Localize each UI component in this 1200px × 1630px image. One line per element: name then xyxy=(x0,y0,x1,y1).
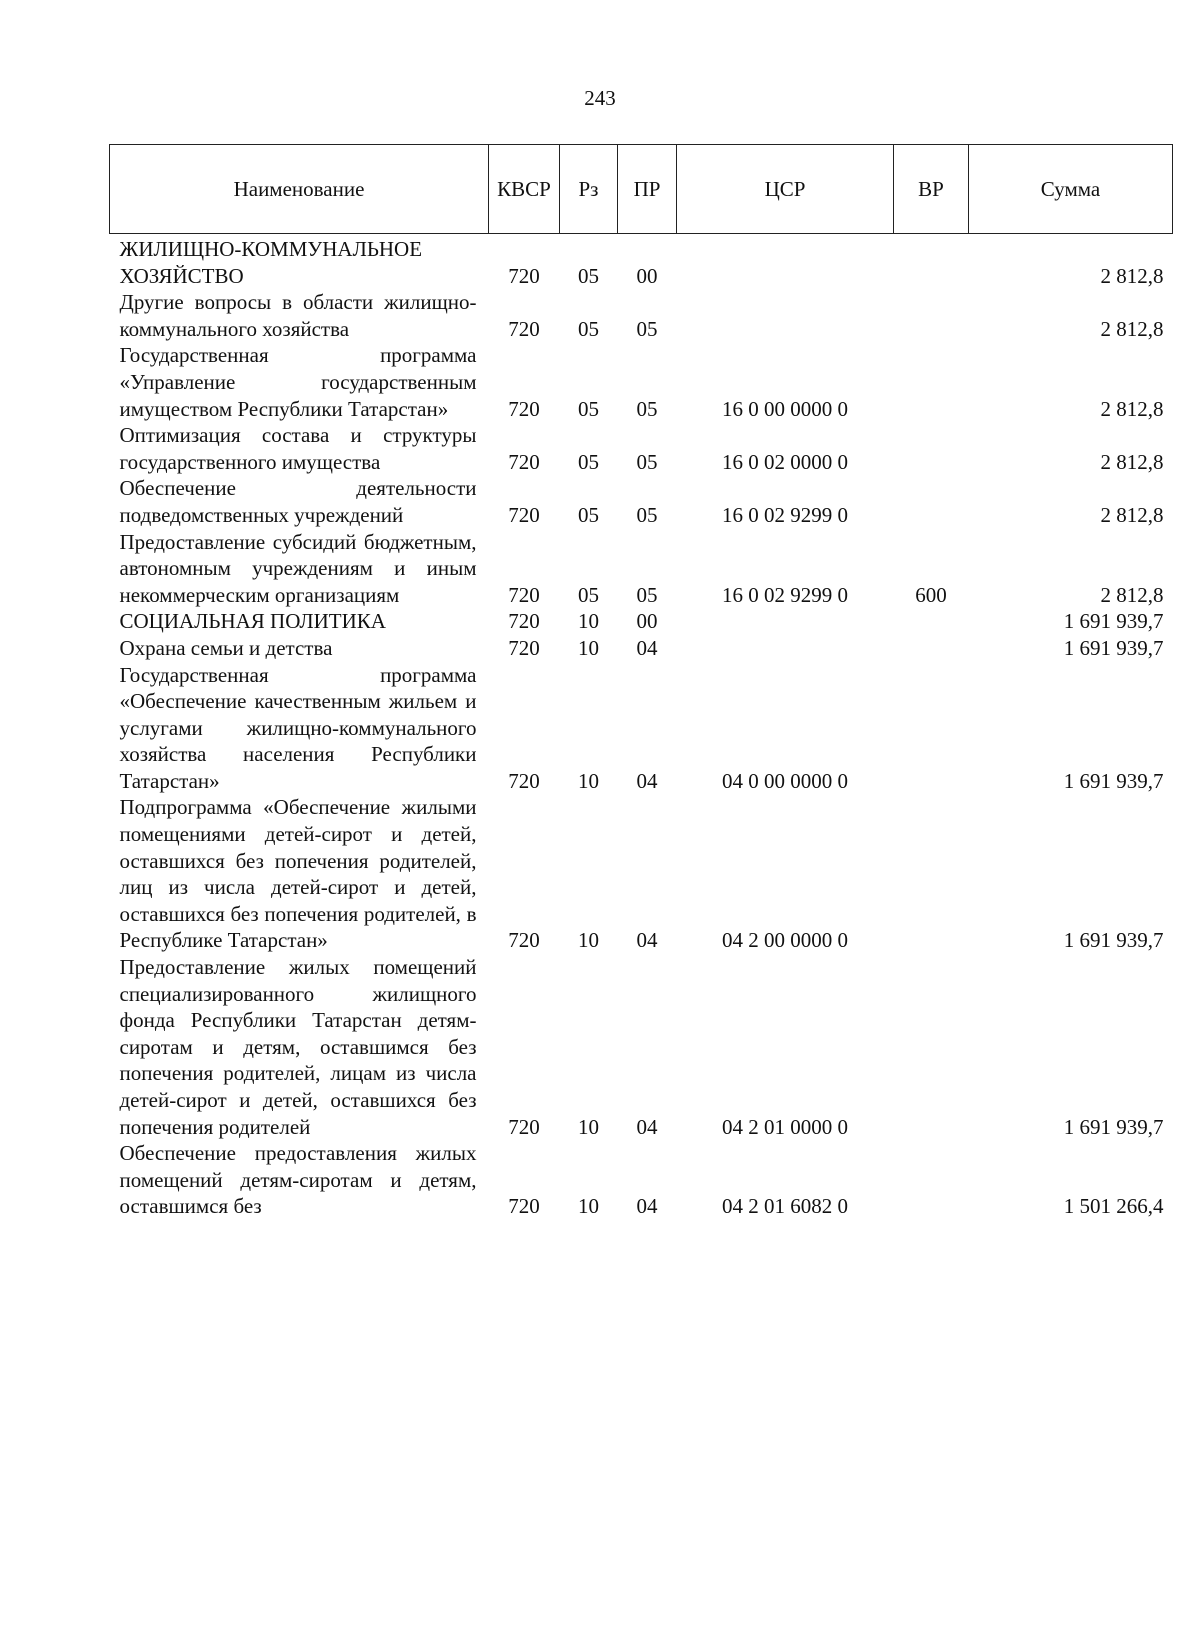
row-vr xyxy=(894,954,969,1140)
table-row xyxy=(110,289,1173,342)
row-csr: 04 2 00 0000 0 xyxy=(722,928,848,953)
row-sum: 2 812,8 xyxy=(1100,502,1164,527)
row-pr: 05 xyxy=(636,582,658,607)
row-csr xyxy=(677,234,894,290)
row-pr: 04 xyxy=(636,635,658,660)
row-sum: 1 501 266,4 xyxy=(1063,1194,1164,1219)
table-row xyxy=(110,475,1173,528)
row-kvsr: 720 xyxy=(508,396,540,421)
row-csr: 16 0 02 9299 0 xyxy=(722,502,848,527)
row-csr xyxy=(677,608,894,635)
row-kvsr: 720 xyxy=(508,609,540,634)
header-csr: ЦСР xyxy=(677,145,894,234)
row-name: Подпрограмма «Обеспечение жилыми помещениями детей-сирот и детей, оставшихся без попечения родителей, лиц из числа детей-сирот и детей, оставшихся без попечения родителей, в Республике Татарстан» xyxy=(119,795,477,953)
row-vr xyxy=(894,475,969,528)
budget-table xyxy=(109,144,1173,1220)
header-vr: ВР xyxy=(894,145,969,234)
row-name: Обеспечение предоставления жилых помещений детям-сиротам и детям, оставшимся без xyxy=(119,1141,477,1219)
row-rz: 05 xyxy=(578,502,599,527)
row-csr: 04 2 01 0000 0 xyxy=(722,1114,848,1139)
row-rz: 10 xyxy=(578,928,599,953)
row-pr: 05 xyxy=(636,502,658,527)
row-sum: 1 691 939,7 xyxy=(1063,1114,1164,1139)
row-rz: 05 xyxy=(578,263,599,288)
table-row xyxy=(110,1140,1173,1220)
row-vr xyxy=(894,608,969,635)
row-csr xyxy=(677,289,894,342)
row-vr xyxy=(894,635,969,662)
row-csr: 16 0 02 0000 0 xyxy=(722,449,848,474)
row-vr xyxy=(894,422,969,475)
row-csr xyxy=(677,635,894,662)
row-kvsr: 720 xyxy=(508,1114,540,1139)
table-row xyxy=(110,422,1173,475)
row-name: Предоставление субсидий бюджетным, автономным учреждениям и иным некоммерческим организациям xyxy=(119,529,477,607)
table-row xyxy=(110,635,1173,662)
row-pr: 00 xyxy=(636,609,658,634)
row-pr: 04 xyxy=(636,1194,658,1219)
table-row xyxy=(110,342,1173,422)
row-sum: 2 812,8 xyxy=(1100,449,1164,474)
row-rz: 05 xyxy=(578,396,599,421)
row-csr: 16 0 00 0000 0 xyxy=(722,396,848,421)
row-name: ЖИЛИЩНО-КОММУНАЛЬНОЕ ХОЗЯЙСТВО xyxy=(119,237,423,288)
table-row xyxy=(110,662,1173,795)
header-name: Наименование xyxy=(110,145,489,234)
page-number: 243 xyxy=(584,86,616,110)
row-sum: 2 812,8 xyxy=(1100,582,1164,607)
row-csr: 16 0 02 9299 0 xyxy=(722,582,848,607)
row-pr: 05 xyxy=(636,396,658,421)
row-vr xyxy=(894,234,969,290)
row-rz: 05 xyxy=(578,449,599,474)
row-kvsr: 720 xyxy=(508,635,540,660)
row-kvsr: 720 xyxy=(508,1194,540,1219)
row-vr: 600 xyxy=(915,582,947,607)
row-rz: 10 xyxy=(578,768,599,793)
table-row xyxy=(110,608,1173,635)
header-rz: Рз xyxy=(560,145,618,234)
row-kvsr: 720 xyxy=(508,768,540,793)
row-kvsr: 720 xyxy=(508,582,540,607)
row-vr xyxy=(894,1140,969,1220)
row-csr: 04 0 00 0000 0 xyxy=(722,768,848,793)
row-rz: 10 xyxy=(578,1194,599,1219)
row-rz: 10 xyxy=(578,1114,599,1139)
row-rz: 05 xyxy=(578,582,599,607)
row-kvsr: 720 xyxy=(508,928,540,953)
row-sum: 1 691 939,7 xyxy=(1063,768,1164,793)
row-name: Предоставление жилых помещений специализированного жилищного фонда Республики Татарстан детям-сиротам и детям, оставшимся без попечения родителей, лицам из числа детей-сирот и детей, оставшихся без попечения родителей xyxy=(119,955,477,1139)
row-sum: 2 812,8 xyxy=(1100,316,1164,341)
row-pr: 05 xyxy=(636,316,658,341)
row-pr: 04 xyxy=(636,768,658,793)
row-vr xyxy=(894,794,969,954)
row-name: Обеспечение деятельности подведомственных учреждений xyxy=(119,476,477,527)
row-vr xyxy=(894,662,969,795)
row-sum: 1 691 939,7 xyxy=(1063,609,1164,634)
row-kvsr: 720 xyxy=(508,502,540,527)
header-kvsr: КВСР xyxy=(489,145,560,234)
row-rz: 10 xyxy=(578,635,599,660)
table-header-row xyxy=(110,145,1173,234)
row-sum: 2 812,8 xyxy=(1100,263,1164,288)
header-pr: ПР xyxy=(618,145,677,234)
table-row xyxy=(110,954,1173,1140)
row-kvsr: 720 xyxy=(508,263,540,288)
row-vr xyxy=(894,289,969,342)
row-csr: 04 2 01 6082 0 xyxy=(722,1194,848,1219)
row-name: Охрана семьи и детства xyxy=(119,635,333,660)
table-row xyxy=(110,529,1173,609)
header-sum: Сумма xyxy=(969,145,1173,234)
row-name: Оптимизация состава и структуры государственного имущества xyxy=(119,423,477,474)
row-pr: 00 xyxy=(636,263,658,288)
row-name: СОЦИАЛЬНАЯ ПОЛИТИКА xyxy=(119,609,386,634)
table-row xyxy=(110,794,1173,954)
row-rz: 10 xyxy=(578,609,599,634)
table-row xyxy=(110,234,1173,290)
row-kvsr: 720 xyxy=(508,449,540,474)
row-vr xyxy=(894,342,969,422)
row-name: Государственная программа «Управление государственным имуществом Республики Татарстан» xyxy=(119,343,477,421)
row-sum: 1 691 939,7 xyxy=(1063,928,1164,953)
row-sum: 2 812,8 xyxy=(1100,396,1164,421)
row-kvsr: 720 xyxy=(508,316,540,341)
row-pr: 04 xyxy=(636,1114,658,1139)
row-name: Государственная программа «Обеспечение качественным жильем и услугами жилищно-коммунального хозяйства населения Республики Татарстан» xyxy=(119,662,477,793)
row-sum: 1 691 939,7 xyxy=(1063,635,1164,660)
row-pr: 05 xyxy=(636,449,658,474)
row-rz: 05 xyxy=(578,316,599,341)
row-pr: 04 xyxy=(636,928,658,953)
row-name: Другие вопросы в области жилищно-коммунального хозяйства xyxy=(119,290,477,341)
